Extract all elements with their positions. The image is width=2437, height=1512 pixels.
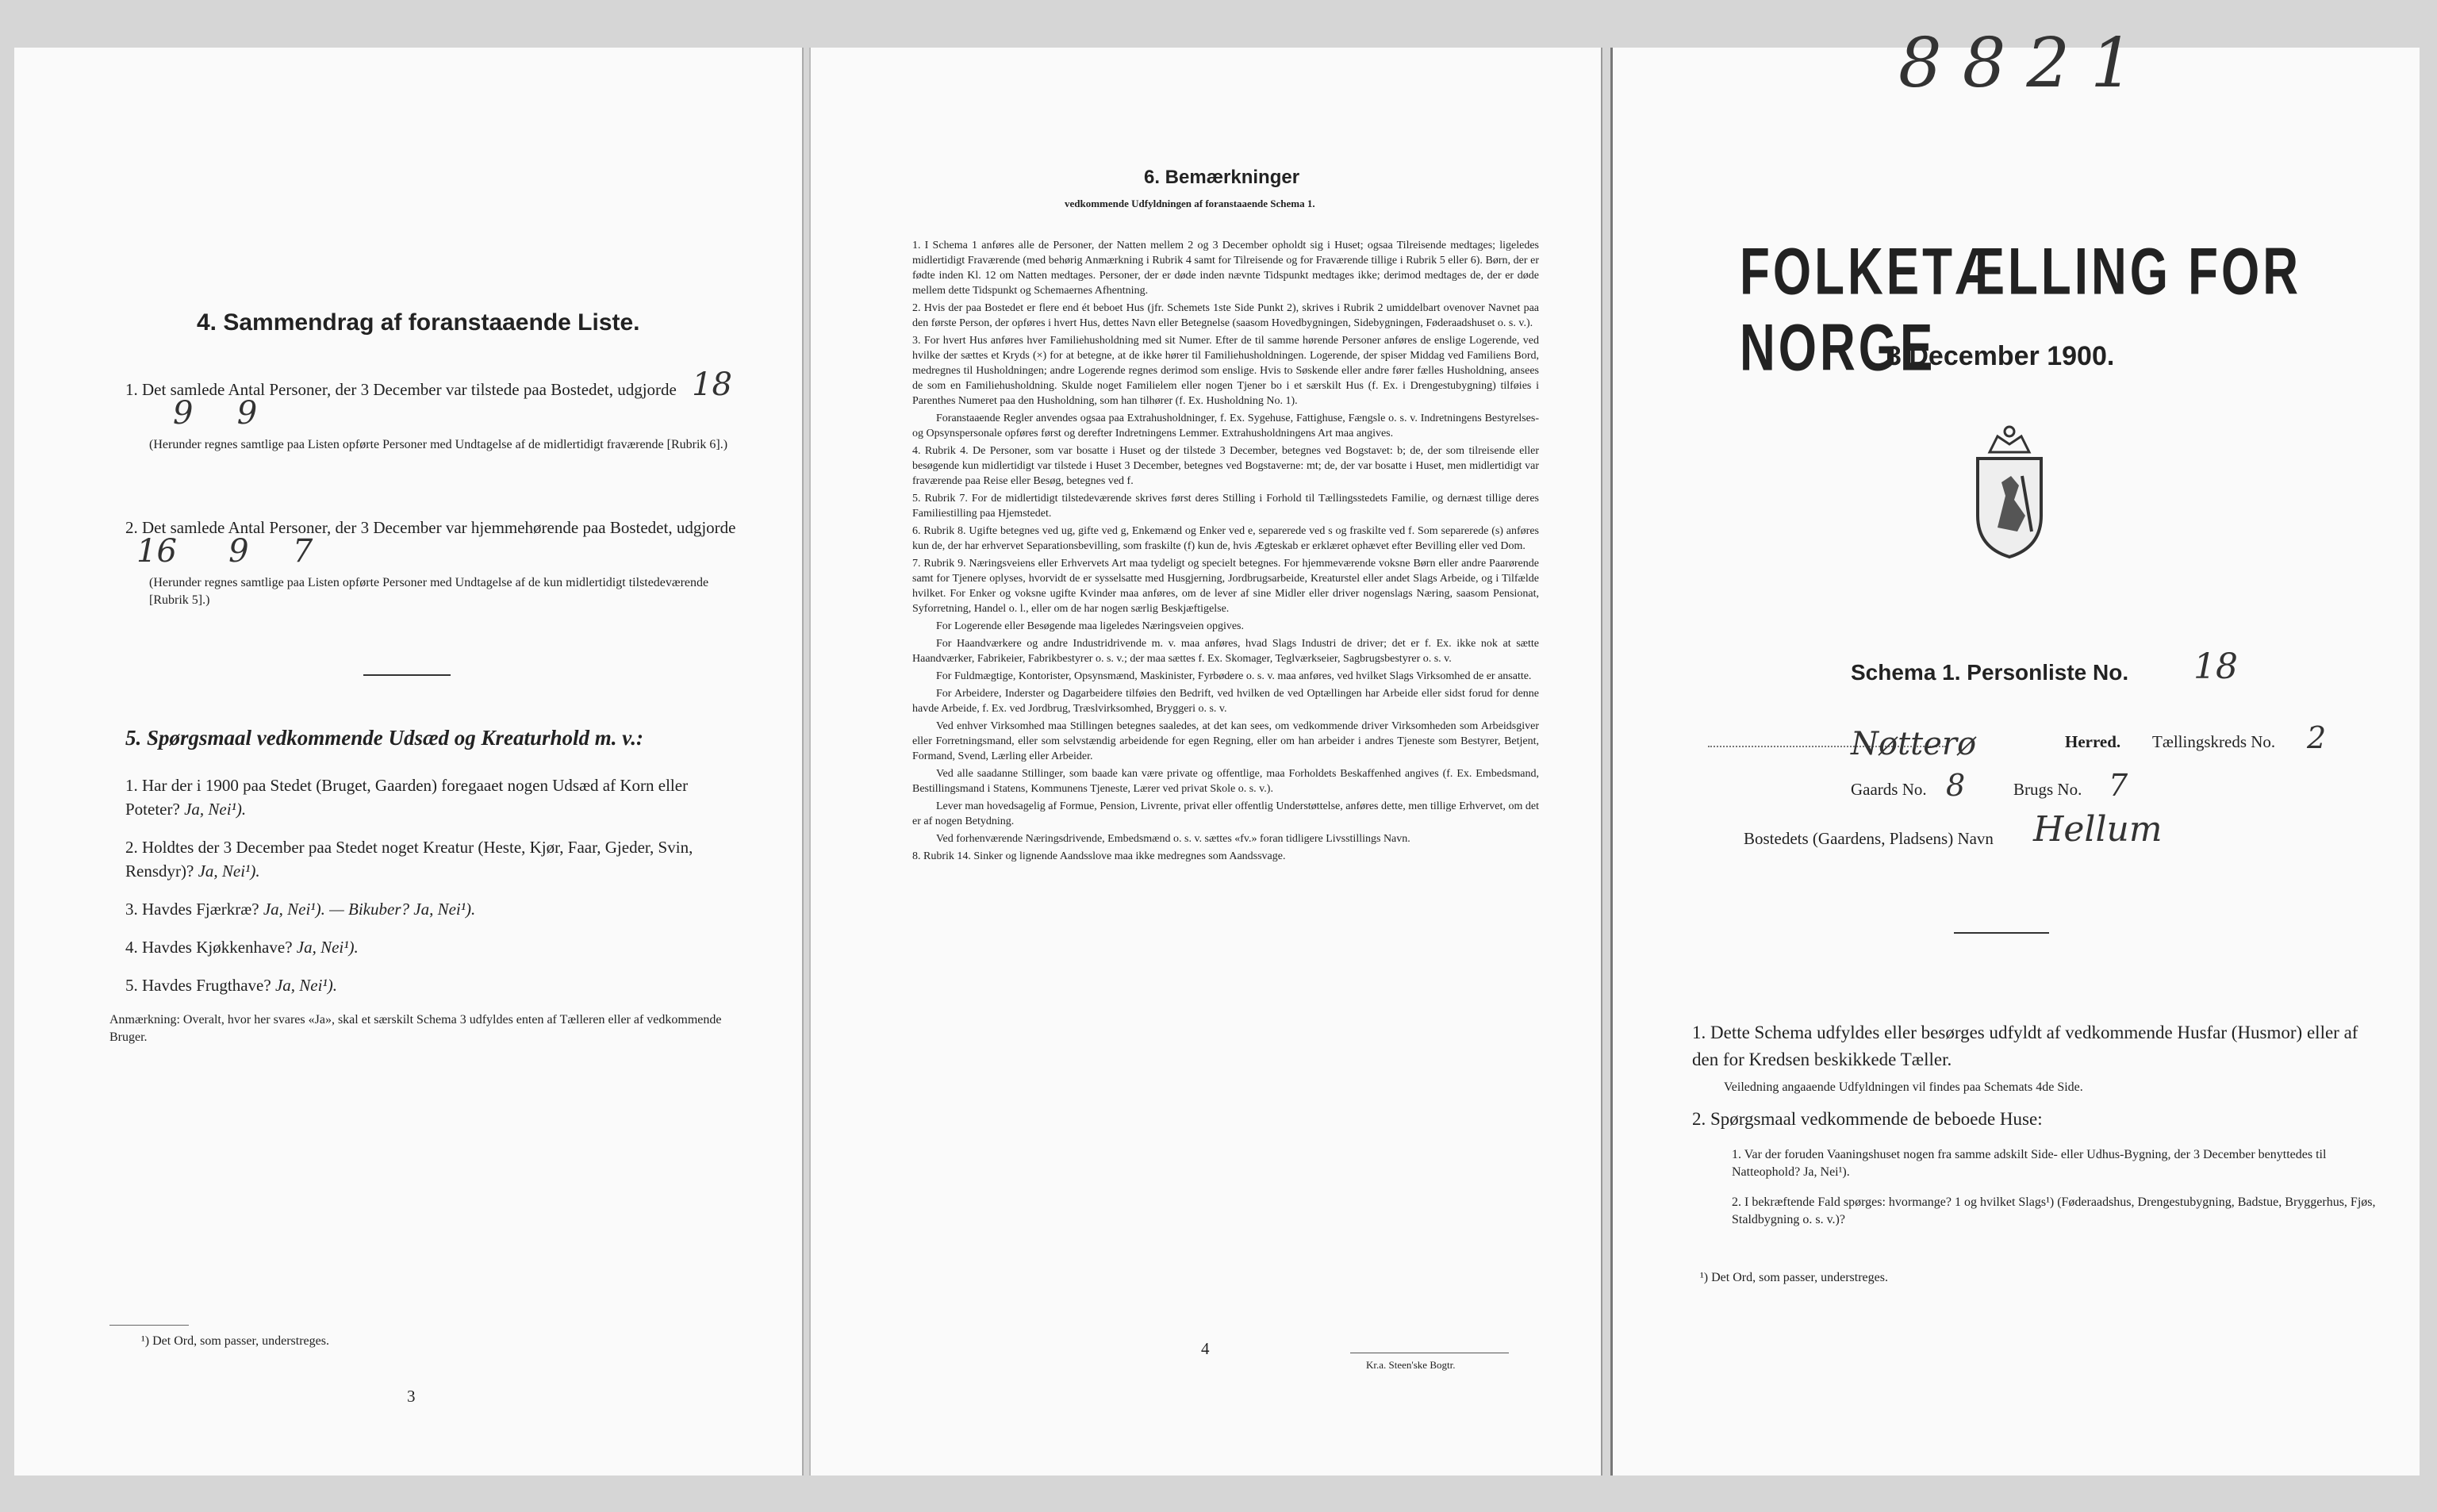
schema-number: 18 [2193, 647, 2238, 687]
question-list [125, 773, 744, 1011]
norwegian-coat-of-arms-icon [1962, 420, 2057, 563]
summary-item-1-text: Det samlede Antal Personer, der 3 December var tilstede paa Bostedet, udgjorde [142, 380, 677, 399]
remark-paragraph: Ved alle saadanne Stillinger, som baade kan være private og offentlige, maa Forholdets Beskaffenhed angives (f. Ex. Embedsmand, Bestillingsmand i Statens, Kommunens Tjeneste, Lærer ved privat Skole o. s. v.). [912, 768, 1539, 795]
remarks-title: 6. Bemærkninger [1144, 167, 1300, 188]
hand-value: 9 [173, 395, 194, 432]
remark-paragraph: 8. Rubrik 14. Sinker og lignende Aandsslove maa ikke medregnes som Aandssvage. [912, 850, 1286, 862]
hand-value: 9 [236, 395, 258, 432]
kreds-label: Tællingskreds No. [2152, 732, 2276, 751]
house-question-1: 1. Var der foruden Vaaningshuset nogen fra samme adskilt Side- eller Udhus-Bygning, der 3 December benyttedes til Natteophold? Ja, Nei¹). [1732, 1148, 2327, 1179]
printer-credit: Kr.a. Steen'ske Bogtr. [1366, 1359, 1456, 1371]
remark-paragraph: 2. Hvis der paa Bostedet er flere end ét beboet Hus (jfr. Schemets 1ste Side Punkt 2), skrives i Rubrik 2 umiddelbart ovenover Navnet paa den første Person, der opføres i hvert Hus, dettes Navn eller Betegnelse (saasom Hovedbygningen, Sidebygningen, Føderaadshuset o. s. v.). [912, 302, 1539, 329]
kreds-value: 2 [2307, 720, 2327, 755]
divider [1954, 932, 2049, 934]
summary-item-1: 1. Det samlede Antal Personer, der 3 December var tilstede paa Bostedet, udgjorde 18 9 9 (Herunder regnes samtlige paa Listen opførte Personer med Undtagelse af de midlertidigt fraværende [Rubrik 6].) [125, 373, 744, 454]
summary-item-2: 2. Det samlede Antal Personer, der 3 December var hjemmehørende paa Bostedet, udgjorde 16 9 7 (Herunder regnes samtlige paa Listen opførte Personer med Undtagelse af de kun midlertidigt tilstedeværende [Rubrik 5].) [125, 516, 744, 609]
remarks-body [912, 238, 1539, 866]
remark: Anmærkning: Overalt, hvor her svares «Ja», skal et særskilt Schema 3 udfyldes enten af Tælleren eller af vedkommende Bruger. [109, 1013, 722, 1044]
hand-value: 16 [136, 533, 177, 570]
summary-note-2: (Herunder regnes samtlige paa Listen opførte Personer med Undtagelse af de kun midlertidigt tilstedeværende [Rubrik 5].) [149, 576, 709, 607]
remark-paragraph: 3. For hvert Hus anføres hver Familiehusholdning med sit Numer. Efter de til samme hørende Personer anføres de enslige Logerende, ved hvilke der sættes et Kryds (×) for at betegne, at de ikke hører til Familiehusholdningen. Logerende, der spiser Middag ved Familiens Bord, medregnes til Husholdningen; andre Logerende regnes derimod som enslige. Hvis to Søskende eller andre fører fælles Husholdning, ansees de som en Familiehusholdning. Skulde noget Familielem eller nogen Tjener bo i et særskilt Hus (f. Ex. i Drengestubygning) tilføies i Parenthes Numeret paa den Husholdning, som han tilhører (f. Ex. Husholdning No. 1). [912, 335, 1539, 407]
footnote: ¹) Det Ord, som passer, understreges. [1700, 1271, 1888, 1284]
question-item: 1. Har der i 1900 paa Stedet (Bruget, Gaarden) foregaaet nogen Udsæd af Korn eller Poteter? Ja, Nei¹). [125, 776, 689, 819]
summary-note-1: (Herunder regnes samtlige paa Listen opførte Personer med Undtagelse af de midlertidigt fraværende [Rubrik 6].) [149, 438, 728, 451]
footnote-rule [109, 1325, 189, 1326]
remark-paragraph: For Fuldmægtige, Kontorister, Opsynsmænd, Maskinister, Fyrbødere o. s. v. maa anføres, ved hvilket Slags Virksomhed de er ansatte. [936, 670, 1532, 682]
census-date: 3 December 1900. [1886, 341, 2115, 371]
cover-page [1610, 24, 2420, 1476]
herred-value: Nøtterø [1851, 726, 1977, 762]
remark-paragraph: For Arbeidere, Inderster og Dagarbeidere tilføies den Bedrift, ved hvilken de ved Optællingen har Arbeide eller sidst forud for denne havde Arbeide, f. Ex. ved Jordbrug, Træslvirksomhed, Bryggeri o. s. v. [912, 688, 1539, 715]
gaards-value: 8 [1946, 768, 1966, 803]
section-4-title: 4. Sammendrag af foranstaaende Liste. [197, 309, 640, 336]
remark-paragraph: For Logerende eller Besøgende maa ligeledes Næringsveien opgives. [936, 620, 1244, 632]
remark-paragraph: For Haandværkere og andre Industridrivende m. v. maa anføres, hvad Slags Industri de driver; det er f. Ex. ikke nok at sætte Haandværker, Fabrikeier, Fabrikbestyrer o. s. v.; der maa sættes f. Ex. Skomager, Teglværkseier, Sagbrugsbestyrer o. s. v. [912, 638, 1539, 665]
question-item: 3. Havdes Fjærkræ? Ja, Nei¹). — Bikuber? Ja, Nei¹). [125, 900, 476, 919]
page-number: 3 [407, 1387, 416, 1406]
summary-item-2-text: Det samlede Antal Personer, der 3 December var hjemmehørende paa Bostedet, udgjorde [142, 518, 736, 537]
page-3 [14, 48, 804, 1476]
remark-paragraph: 4. Rubrik 4. De Personer, som var bosatte i Huset og der tilstede 3 December, betegnes ved Bogstavet: b; de, der som tilreisende eller besøgende kun midlertidigt var tilstede i Huset 3 December, betegnes ved Bogstaverne: mt; de, der var bosatte i Huset, men midlertidigt var fraværende paa Reise eller Besøg, betegnes ved f. [912, 445, 1539, 487]
hand-value: 18 [692, 366, 733, 403]
brugs-value: 7 [2109, 768, 2128, 803]
handwritten-number: 8821 [1898, 24, 2155, 103]
hand-value: 7 [292, 533, 313, 570]
instruction-1-sub: Veiledning angaaende Udfyldningen vil findes paa Schemats 4de Side. [1724, 1080, 2083, 1094]
brugs-label: Brugs No. [2013, 780, 2082, 799]
instruction-2: 2. Spørgsmaal vedkommende de beboede Huse: [1692, 1109, 2043, 1129]
remarks-subtitle: vedkommende Udfyldningen af foranstaaende Schema 1. [1065, 198, 1315, 209]
house-question-2: 2. I bekræftende Fald spørges: hvormange? 1 og hvilket Slags¹) (Føderaadshus, Drengestubygning, Badstue, Bryggerhus, Fjøs, Staldbygning o. s. v.)? [1732, 1195, 2376, 1226]
remark-paragraph: Foranstaaende Regler anvendes ogsaa paa Extrahusholdninger, f. Ex. Sygehuse, Fattighuse, Fængsle o. s. v. Indretningens Bestyrelses- og Opsynspersonale opføres først og derefter Indretningens Lemmer. Extrahusholdningens Art maa angives. [912, 413, 1539, 439]
bosted-value: Hellum [2033, 809, 2163, 850]
herred-label: Herred. [2065, 732, 2121, 751]
question-item: 5. Havdes Frugthave? Ja, Nei¹). [125, 976, 337, 995]
divider [363, 674, 451, 676]
remark-paragraph: Lever man hovedsagelig af Formue, Pension, Livrente, privat eller offentlig Understøttelse, anføres dette, men tillige Erhvervet, om det er af nogen Betydning. [912, 800, 1539, 827]
page-4 [809, 48, 1602, 1476]
remark-paragraph: 6. Rubrik 8. Ugifte betegnes ved ug, gifte ved g, Enkemænd og Enker ved e, separerede ved s og fraskilte ved f. Som separerede (s) anføres kun de, der har erhvervet Separationsbevilling, som fraskilte (f) kun de, hvis Ægteskab er erklæret ophævet efter Bevilling eller ved Dom. [912, 525, 1539, 552]
remark-paragraph: Ved forhenværende Næringsdrivende, Embedsmænd o. s. v. sættes «fv.» foran tidligere Livsstillings Navn. [936, 833, 1410, 845]
hand-value: 9 [228, 533, 249, 570]
bosted-label: Bostedets (Gaardens, Pladsens) Navn [1744, 829, 1994, 848]
page-number: 4 [1201, 1339, 1210, 1358]
question-item: 2. Holdtes der 3 December paa Stedet noget Kreatur (Heste, Kjør, Faar, Gjeder, Svin, Rensdyr)? Ja, Nei¹). [125, 838, 693, 881]
remark-paragraph: 5. Rubrik 7. For de midlertidigt tilstedeværende skrives først deres Stilling i Forhold til Tællingsstedets Familie, og dernæst tillige deres Familiestilling paa Hjemstedet. [912, 493, 1539, 520]
footnote: ¹) Det Ord, som passer, understreges. [141, 1334, 329, 1348]
gaards-label: Gaards No. [1851, 780, 1927, 799]
remark-paragraph: 7. Rubrik 9. Næringsveiens eller Erhvervets Art maa tydeligt og specielt betegnes. For hjemmeværende voksne Børn eller andre Paarørende samt for Tjenere oplyses, hvorvidt de er sysselsatte med Husgjerning, Jordbrugsarbeide, Kreaturstel eller andet Slags Arbeide, og i Tilfælde hvilket. For Enker og voksne ugifte Kvinder maa anføres, om de lever af sine Midler eller driver nogenslags Næring, saasom Pensionat, Syforretning, Handel o. l., eller om de har nogen særlig Beskjæftigelse. [912, 558, 1539, 615]
instruction-1: 1. Dette Schema udfyldes eller besørges udfyldt af vedkommende Husfar (Husmor) eller af den for Kredsen beskikkede Tæller. [1692, 1023, 2358, 1069]
schema-label: Schema 1. Personliste No. [1851, 660, 2129, 685]
census-title: FOLKETÆLLING FOR NORGE [1740, 235, 2302, 386]
remark-paragraph: Ved enhver Virksomhed maa Stillingen betegnes saaledes, at det kan sees, om vedkommende driver Virksomheden som Arbeidsgiver eller Forretningsmand, eller som selvstændig arbeidende for egen Regning, eller om han arbeider i andres Tjeneste som Bestyrer, Betjent, Formand, Svend, Lærling eller Arbeider. [912, 720, 1539, 762]
question-item: 4. Havdes Kjøkkenhave? Ja, Nei¹). [125, 938, 359, 957]
remark-paragraph: 1. I Schema 1 anføres alle de Personer, der Natten mellem 2 og 3 December opholdt sig i Huset; ogsaa Tilreisende medtages; ligeledes midlertidigt Fraværende (med behørig Anmærkning i Rubrik 4 samt for Tilreisende og for Fraværende tillige i Rubrik 5 eller 6). Børn, der er fødte inden Kl. 12 om Natten medtages. Personer, der er døde inden nævnte Tidspunkt medtages ikke; derimod medtages de, der er døde mellem dette Tidspunkt og Schemaernes Afhentning. [912, 240, 1539, 297]
section-5-title: 5. Spørgsmaal vedkommende Udsæd og Kreaturhold m. v.: [125, 726, 644, 750]
